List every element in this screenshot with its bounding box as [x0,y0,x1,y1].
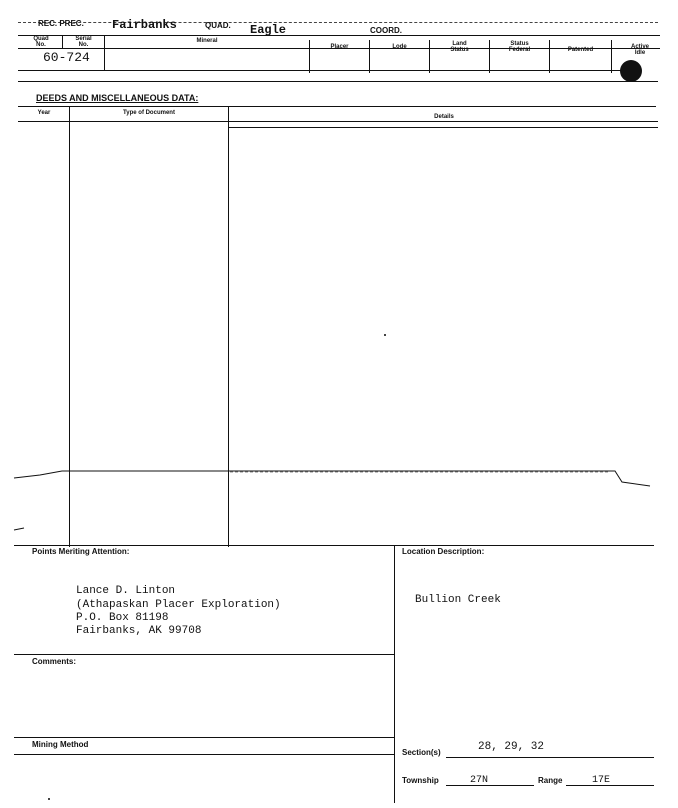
points-line-2: (Athapaskan Placer Exploration) [76,599,281,611]
col-divider-status [549,40,550,73]
sections-value: 28, 29, 32 [478,741,545,753]
quad-serial-value: 60-724 [43,50,90,65]
quad-value: Eagle [250,23,287,37]
range-value: 17E [592,775,611,786]
location-label: Location Description: [402,547,485,556]
rec-prec-value: Fairbanks [112,18,177,32]
col-status-federal: Status Federal [508,41,531,53]
sections-underline [446,757,654,758]
township-underline [446,785,534,786]
coord-label: COORD. [370,26,402,35]
col-placer: Placer [330,44,349,50]
col-land-status: Land Status [450,41,469,53]
header-line-3 [18,70,638,71]
points-line-3: P.O. Box 81198 [76,612,169,624]
mining-rule [14,737,394,738]
details-header-rule [228,127,658,128]
location-value: Bullion Creek [415,594,501,606]
deeds-col-year: Year [37,110,51,116]
township-value: 27N [470,775,489,786]
header-line-1 [18,35,660,36]
col-active-idle: Active Idle [630,44,649,56]
points-line-4: Fairbanks, AK 99708 [76,625,202,637]
speck [48,798,50,800]
col-patented: Patented [567,47,594,53]
rec-prec-label: REC. PREC. [38,19,84,28]
speck [384,334,386,336]
col-quad-no: Quad No. [33,36,49,48]
sections-label: Section(s) [402,748,441,757]
col-divider-patented [611,40,612,73]
deeds-col-details: Details [434,114,454,120]
range-label: Range [538,776,563,785]
page-edge-artifact [0,460,678,540]
active-idle-dot [620,60,642,82]
comments-rule [14,654,394,655]
mining-label: Mining Method [32,740,89,749]
col-lode: Lode [392,44,407,50]
header-line-4 [18,81,658,82]
points-label: Points Meriting Attention: [32,547,130,556]
col-serial-no: Serial No. [75,36,92,48]
deeds-col-type: Type of Document [123,110,175,116]
township-label: Township [402,776,439,785]
bottom-section-rule [14,545,654,546]
deeds-top-rule [18,106,656,107]
comments-label: Comments: [32,657,77,666]
quad-label: QUAD. [205,21,231,30]
points-line-1: Lance D. Linton [76,585,176,597]
deeds-header-rule [18,121,658,122]
mining-bottom-rule [14,754,394,755]
bottom-center-divider [394,545,395,803]
col-mineral: Mineral [196,38,218,44]
deeds-title: DEEDS AND MISCELLANEOUS DATA: [36,93,199,103]
